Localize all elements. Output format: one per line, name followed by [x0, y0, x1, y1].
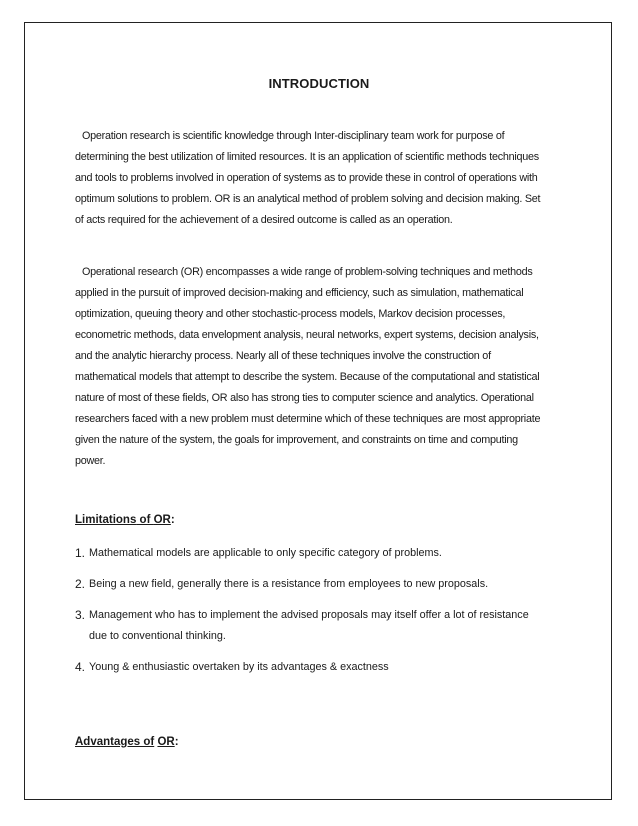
list-item — [75, 657, 545, 678]
list-item-text: Management who has to implement the advised proposals may itself offer a lot of resistance due to conventional thinking. — [89, 609, 529, 642]
list-item — [75, 543, 545, 564]
advantages-heading-or: OR — [157, 736, 175, 748]
limitations-heading — [75, 514, 175, 526]
list-item-text: Mathematical models are applicable to only specific category of problems. — [89, 547, 442, 559]
list-item-number: 1. — [75, 546, 86, 560]
intro-paragraph-2 — [75, 262, 550, 472]
limitations-heading-of: of — [136, 514, 154, 526]
intro-paragraph-1-text: Operation research is scientific knowledge through Inter-disciplinary team work for purpose of determining the best utilization of limited resources. It is an application of scientific methods techniques and tools to problems involved in operation of systems as to provide these in control of operations with optimum solutions to problem. OR is an analytical method of problem solving and decision making. Set of acts required for the achievement of a desired outcome is called as an operation. — [75, 130, 541, 226]
list-item-text: Being a new field, generally there is a resistance from employees to new proposals. — [89, 578, 489, 590]
list-item — [75, 574, 545, 595]
list-item-text: Young & enthusiastic overtaken by its advantages & exactness — [89, 661, 389, 673]
limitations-heading-colon: : — [170, 514, 175, 526]
intro-paragraph-1 — [75, 126, 550, 231]
advantages-heading — [75, 736, 179, 748]
limitations-heading-word: Limitations — [75, 514, 137, 526]
limitations-list — [75, 543, 545, 688]
limitations-heading-or: OR — [153, 514, 171, 526]
list-item-number: 3. — [75, 608, 86, 622]
intro-paragraph-2-text: Operational research (OR) encompasses a wide range of problem-solving techniques and methods applied in the pursuit of improved decision-making and efficiency, such as simulation, mathematical optimization, queuing theory and other stochastic-process models, Markov decision processes, econometric methods, data envelopment analysis, neural networks, expert systems, decision analysis, and the analytic hierarchy process. Nearly all of these techniques involve the construction of mathematical models that attempt to describe the system. Because of the computational and statistical nature of most of these fields, OR also has strong ties to computer science and analytics. Operational researchers faced with a new problem must determine which of these techniques are most appropriate given the nature of the system, the goals for improvement, and constraints on time and computing power. — [75, 266, 541, 467]
advantages-heading-word: Advantages of — [75, 736, 155, 748]
advantages-heading-colon: : — [174, 736, 179, 748]
list-item-number: 4. — [75, 660, 86, 674]
list-item — [75, 605, 545, 647]
page-title: INTRODUCTION — [268, 76, 370, 91]
list-item-number: 2. — [75, 577, 86, 591]
